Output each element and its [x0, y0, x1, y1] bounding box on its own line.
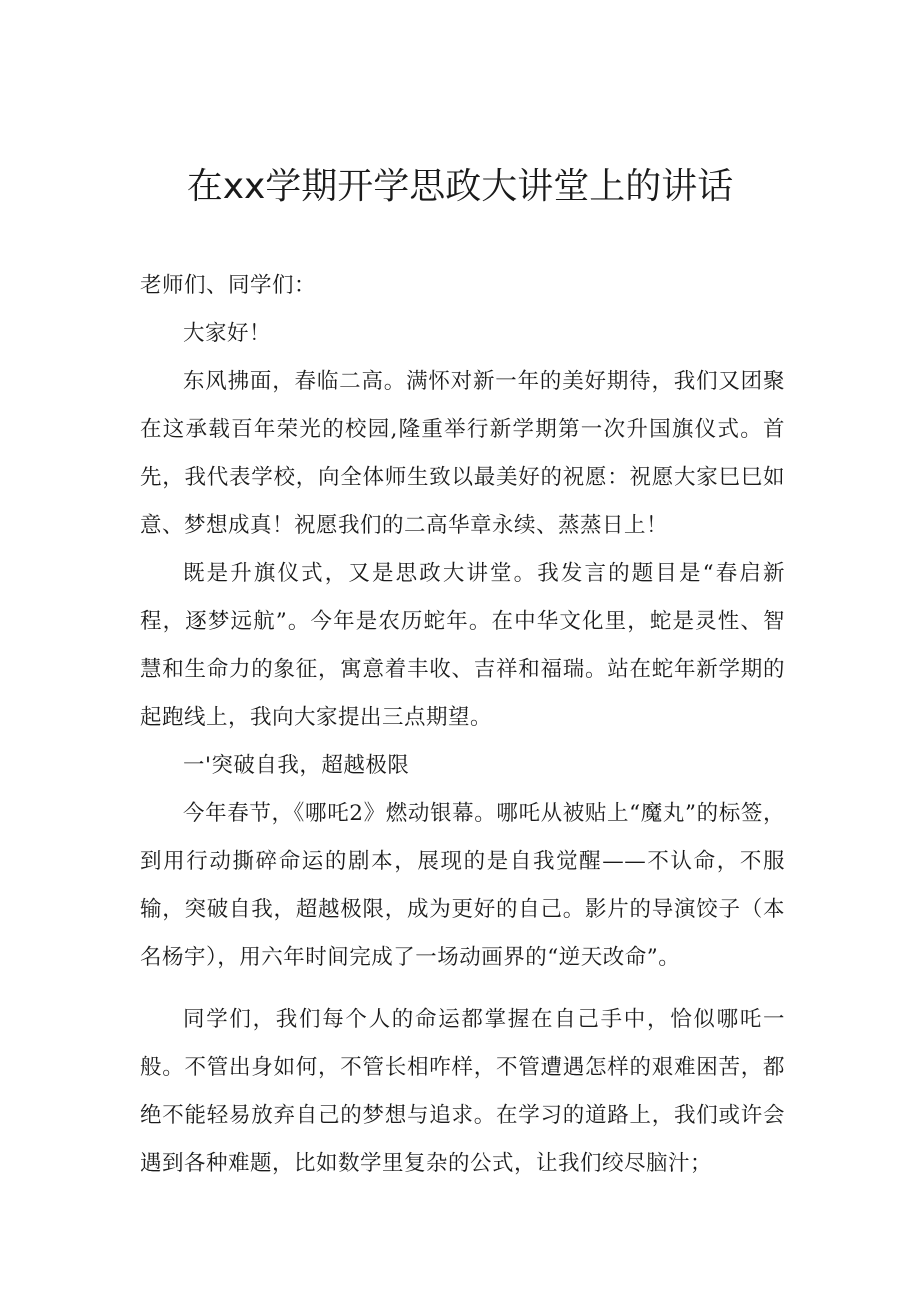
- greeting: 大家好！: [183, 321, 272, 346]
- page-title: 在xx学期开学思政大讲堂上的讲话: [186, 166, 734, 207]
- paragraph: 同学们，我们每个人的命运都掌握在自己手中，恰似哪吒一般。不管出身如何，不管长相咋样，不管遭遇怎样的艰难困苦，都绝不能轻易放弃自己的梦想与追求。在学习的道路上，我们或许会遇到各种难题，比如数学里复杂的公式，让我们绞尽脑汁；: [140, 1007, 785, 1176]
- paragraph: 今年春节，《哪吒2》燃动银幕。哪吒从被贴上“魔丸”的标签，到用行动撕碎命运的剧本，展现的是自我觉醒——不认命，不服输，突破自我，超越极限，成为更好的自己。影片的导演饺子（本名杨宇），用六年时间完成了一场动画界的“逆天改命”。: [140, 801, 785, 970]
- paragraph: 既是升旗仪式，又是思政大讲堂。我发言的题目是“春启新程，逐梦远航”。今年是农历蛇年。在中华文化里，蛇是灵性、智慧和生命力的象征，寓意着丰收、吉祥和福瑞。站在蛇年新学期的起跑线上，我向大家提出三点期望。: [140, 561, 785, 730]
- salutation: 老师们、同学们：: [140, 273, 317, 298]
- section-heading: 一'突破自我，超越极限: [183, 753, 410, 778]
- speech-body: [140, 262, 785, 1188]
- paragraph: 东风拂面，春临二高。满怀对新一年的美好期待，我们又团聚在这承载百年荣光的校园,隆重举行新学期第一次升国旗仪式。首先，我代表学校，向全体师生致以最美好的祝愿：祝愿大家巳巳如意、梦想成真！祝愿我们的二高华章永续、蒸蒸日上！: [140, 369, 785, 538]
